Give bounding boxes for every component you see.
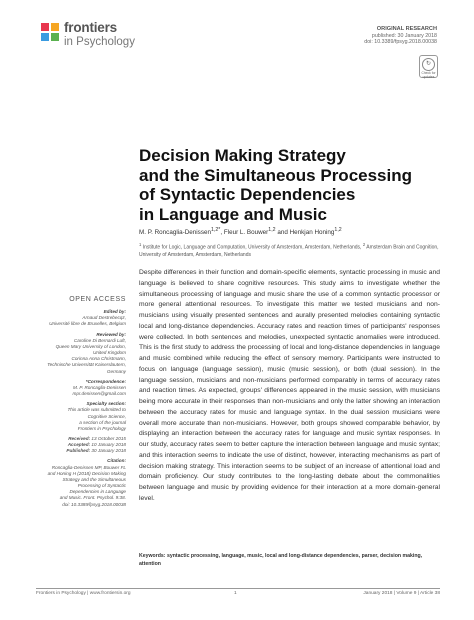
- journal-brand: frontiers: [64, 20, 117, 35]
- author-name[interactable]: Henkjan Honing: [289, 229, 335, 237]
- citation-doi[interactable]: doi: 10.3389/fpsyg.2018.00038: [62, 501, 126, 507]
- author-name[interactable]: Fleur L. Bouwer: [223, 229, 269, 237]
- citation-line: Dependencies in Language: [69, 489, 126, 495]
- author-sup: 1,2*: [210, 227, 221, 233]
- footer-issue: January 2018 | Volume 9 | Article 38: [363, 591, 440, 596]
- correspondence-name: M. P. Roncaglia-Denissen: [72, 384, 126, 390]
- keywords-list: syntactic processing, language, music, local and long-distance dependencies, parser, decision making, attention: [139, 553, 423, 567]
- reviewer-line: Caroline Di Bernardi Luft,: [73, 337, 126, 343]
- author-sup: 1,2: [334, 227, 342, 233]
- author-list: M. P. Roncaglia-Denissen$^{1,2*}$, Fleur L. Bouwer$^{1,2}$ and Henkjan Honing$^{1,2}$: [139, 227, 342, 237]
- title-line: Decision Making Strategy: [139, 146, 346, 165]
- article-header-info: [364, 26, 437, 46]
- published-date-side: 30 January 2018: [91, 448, 126, 454]
- journal-name: in Psychology: [64, 36, 135, 48]
- received-label: Received:: [68, 435, 91, 441]
- affiliations: $^1$ Institute for Logic, Language and Computation, University of Amsterdam, Amsterdam, Netherlands, $^2$ Amsterdam Brain and Cognition, University of Amsterdam, Amsterdam, Netherlands: [139, 242, 439, 258]
- footer-divider: [36, 588, 440, 589]
- reviewer-line: United Kingdom: [92, 350, 126, 356]
- title-line: of Syntactic Dependencies: [139, 185, 356, 204]
- reviewed-by-label: Reviewed by:: [96, 331, 126, 337]
- author-sup: 1,2: [268, 227, 276, 233]
- citation-line: Processing of Syntactic: [77, 483, 126, 489]
- check-updates-line2: updates: [422, 74, 435, 79]
- reviewer-line: Technische Universität Kaiserslautern,: [47, 362, 126, 368]
- specialty-section-label: Specialty section:: [86, 401, 126, 407]
- keywords: [139, 553, 440, 568]
- specialty-line: a section of the journal: [79, 419, 126, 425]
- check-updates-line1: Check for: [421, 71, 436, 75]
- author-name[interactable]: M. P. Roncaglia-Denissen: [139, 229, 211, 237]
- citation-label: Citation:: [107, 458, 126, 464]
- keywords-label: Keywords:: [139, 553, 166, 559]
- bookmark-refresh-icon: ↻: [422, 58, 435, 71]
- published-label: Published:: [66, 448, 91, 454]
- reviewer-line: Corinna Anna Christmann,: [71, 356, 126, 362]
- specialty-line: Frontiers in Psychology: [77, 425, 126, 431]
- correspondence-email[interactable]: mpr.denissen@gmail.com: [72, 391, 126, 397]
- article-sidebar: [26, 297, 126, 508]
- accepted-date: 10 January 2018: [91, 442, 126, 448]
- citation-line: Roncaglia-Denissen MP, Bouwer FL: [51, 464, 126, 470]
- frontiers-logo-icon: [40, 22, 62, 44]
- page-number: 1: [234, 591, 237, 596]
- affiliation: Institute for Logic, Language and Computation, University of Amsterdam, Amsterdam, Netherlands,: [142, 244, 362, 251]
- editor-line: Arnaud Destrebecqz,: [82, 315, 126, 321]
- doi[interactable]: doi: 10.3389/fpsyg.2018.00038: [364, 39, 437, 46]
- check-for-updates-badge[interactable]: [419, 55, 438, 78]
- title-line: in Language and Music: [139, 204, 327, 224]
- citation-line: and Music. Front. Psychol. 9:38.: [59, 495, 126, 501]
- reviewer-line: Queen Mary University of London,: [55, 343, 126, 349]
- citation-line: and Honing H (2018) Decision Making: [47, 470, 126, 476]
- footer-journal[interactable]: Frontiers in Psychology | www.frontiersin.org: [36, 591, 131, 596]
- article-title: [139, 146, 439, 224]
- published-row: [26, 448, 126, 454]
- published-date: published: 30 January 2018: [371, 32, 437, 39]
- specialty-line: This article was submitted to: [67, 407, 126, 413]
- specialty-line: Cognitive Science,: [87, 413, 126, 419]
- editor-line: Université libre de Bruxelles, Belgium: [49, 321, 126, 327]
- abstract-text: Despite differences in their function and domain-specific elements, syntactic processing in music and language is believed to share cognitive resources. This study aims to investigate whether the simultaneous processing of language and music share the use of a common syntactic processor or more general attentional resources. To investigate this matter we tested musicians and non-musicians using visually presented sentences and aurally presented melodies containing syntactic local and long-distance dependencies. Accuracy rates and reaction times of participants' responses were collected. In both sentences and melodies, unexpected syntactic anomalies were introduced. This is the first study to address the processing of local and long-distance dependencies in language and music combined while reducing the effect of sensory memory. Participants were instructed to focus on language (language session), music (music session), or both (dual session). In the language session, musicians and non-musicians performed comparably in terms of accuracy rates and reaction times. As expected, groups' differences appeared in the music session, with musicians being more accurate in their responses than non-musicians and only the latter showing an interaction between the accuracy rates for music and language syntax. In the dual session musicians were overall more accurate than non-musicians. However, both groups showed comparable behavior, by displaying an interaction between the accuracy rates for language and music syntax responses. In our study, accuracy rates seem to better capture the interaction between language and music syntax; and this interaction seems to indicate the use of distinct, however, interacting mechanisms as part of decision making strategy. This interaction seems to be subject of an increase of attentional load and domain proficiency. Our study contributes to the long-lasting debate about the commonalities between language and music by providing evidence for their interaction at a more domain-general level.: [139, 269, 440, 502]
- reviewer-line: Germany: [106, 368, 126, 374]
- open-access-label: OPEN ACCESS: [69, 296, 126, 303]
- journal-logo: [40, 20, 170, 54]
- affiliation: and Cognition, University of Amsterdam, Amsterdam, Netherlands: [139, 244, 439, 258]
- received-date: 13 October 2015: [91, 435, 126, 441]
- citation-line: Strategy and the Simultaneous: [62, 476, 126, 482]
- title-line: and the Simultaneous Processing: [139, 165, 413, 185]
- affiliation: Amsterdam Brain: [366, 244, 405, 251]
- accepted-label: Accepted:: [67, 442, 91, 448]
- article-type: ORIGINAL RESEARCH: [376, 26, 437, 32]
- correspondence-label: *Correspondence:: [85, 378, 126, 384]
- edited-by-label: Edited by:: [103, 309, 126, 315]
